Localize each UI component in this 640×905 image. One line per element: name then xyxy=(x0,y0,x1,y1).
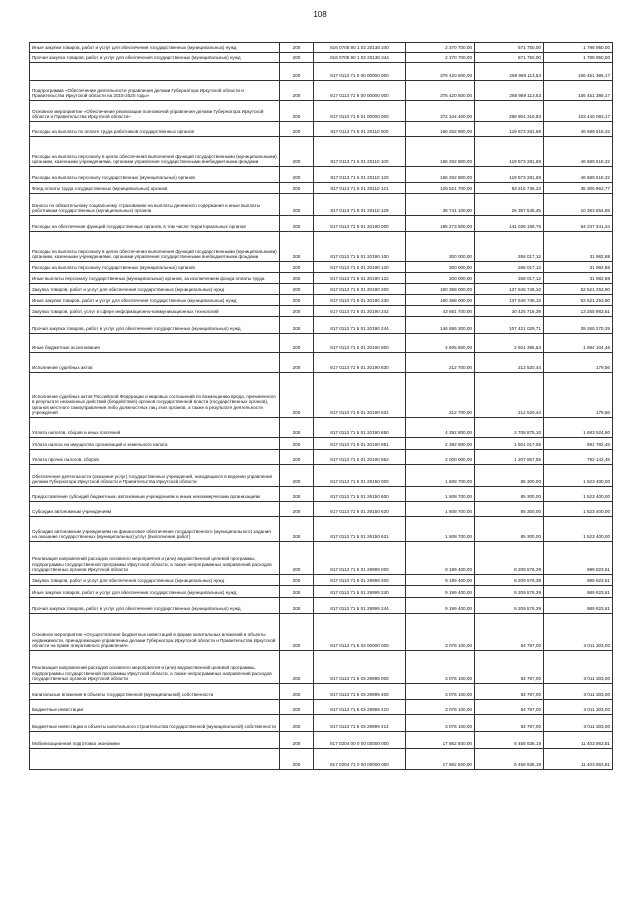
row-approved-amount: 2 000 000,00 xyxy=(406,450,475,465)
row-executed-amount: 268 017,12 xyxy=(475,262,544,273)
row-remaining-amount: 3 011 303,00 xyxy=(544,700,613,715)
row-approved-amount: 129 521 700,00 xyxy=(406,183,475,194)
row-budget-code: 817 0113 71 5 01 00000 000 xyxy=(314,101,406,122)
row-admin-code: 200 xyxy=(280,542,314,575)
row-executed-amount: 268 017,12 xyxy=(475,232,544,262)
table-row xyxy=(30,502,613,517)
row-executed-amount: 85 300,00 xyxy=(475,465,544,487)
row-description: Реализация направлений расходов основного мероприятия и (или) ведомственной целевой программы, подпрограммы государственной программы Иркутской области, а также непрограммных направлений расходов государственных органов Иркутской области xyxy=(30,542,280,575)
table-row xyxy=(30,598,613,614)
table-row xyxy=(30,586,613,598)
row-budget-code: 817 0113 71 5 01 29999 240 xyxy=(314,586,406,598)
row-remaining-amount: 1 523 400,00 xyxy=(544,465,613,487)
row-budget-code: 817 0113 71 5 01 20190 850 xyxy=(314,418,406,438)
row-executed-amount: 85 300,00 xyxy=(475,517,544,542)
row-admin-code: 200 xyxy=(280,216,314,232)
row-budget-code: 817 0113 71 5 01 20110 100 xyxy=(314,137,406,167)
row-approved-amount: 3 076 100,00 xyxy=(406,614,475,651)
row-budget-code: 817 0113 71 5 01 20190 852 xyxy=(314,450,406,465)
row-executed-amount: 119 573 281,68 xyxy=(475,167,544,183)
row-approved-amount: 9 199 400,00 xyxy=(406,586,475,598)
row-description: Субсидии автономным учреждениям xyxy=(30,502,280,517)
row-description: Исполнение судебных актов xyxy=(30,353,280,373)
table-row xyxy=(30,216,613,232)
row-approved-amount: 300 000,00 xyxy=(406,273,475,284)
row-remaining-amount: 1 798 950,00 xyxy=(544,43,613,53)
table-row xyxy=(30,651,613,684)
row-executed-amount: 2 921 395,54 xyxy=(475,334,544,353)
table-row xyxy=(30,295,613,306)
row-remaining-amount: 989 823,61 xyxy=(544,542,613,575)
row-description: Расходы на выплаты персоналу в целях обеспечения выполнения функций государственными (муниципальными) органами, казенными учреждениями, органами управления государственными внебюджетными фондами xyxy=(30,232,280,262)
row-remaining-amount: 31 982,88 xyxy=(544,232,613,262)
table-row xyxy=(30,517,613,542)
row-approved-amount: 4 392 800,00 xyxy=(406,418,475,438)
row-admin-code: 200 xyxy=(280,262,314,273)
table-row xyxy=(30,715,613,732)
row-remaining-amount: 989 823,61 xyxy=(544,586,613,598)
table-row xyxy=(30,732,613,749)
row-approved-amount: 3 076 100,00 xyxy=(406,651,475,684)
row-admin-code: 200 xyxy=(280,598,314,614)
row-budget-code: 817 0113 71 5 03 00000 000 xyxy=(314,614,406,651)
row-executed-amount: 137 846 746,10 xyxy=(475,284,544,295)
row-executed-amount: 8 209 576,39 xyxy=(475,586,544,598)
row-remaining-amount: 792 142,45 xyxy=(544,450,613,465)
row-remaining-amount: 46 689 518,32 xyxy=(544,167,613,183)
row-description: Иные выплаты персоналу государственных (муниципальных) органов, за исключением фонда оплаты труда xyxy=(30,273,280,284)
row-admin-code: 200 xyxy=(280,715,314,732)
row-executed-amount: 268 969 113,63 xyxy=(475,81,544,101)
row-description: Основное мероприятие «Обеспечение реализации полномочий управления делами Губернатора Иркутской области и Правительства Иркутской области» xyxy=(30,101,280,122)
row-admin-code: 200 xyxy=(280,487,314,502)
row-approved-amount: 146 686 300,00 xyxy=(406,317,475,334)
row-description xyxy=(30,63,280,81)
row-approved-amount: 9 199 400,00 xyxy=(406,575,475,586)
row-executed-amount: 8 209 576,39 xyxy=(475,575,544,586)
row-remaining-amount: 1 523 400,00 xyxy=(544,487,613,502)
row-executed-amount: 93 215 736,23 xyxy=(475,183,544,194)
table-row xyxy=(30,43,613,53)
table-row xyxy=(30,700,613,715)
row-executed-amount: 6 458 636,19 xyxy=(475,749,544,770)
row-description: Иные закупки товаров, работ и услуг для обеспечения государственных (муниципальных) нужд xyxy=(30,586,280,598)
row-approved-amount: 166 262 800,00 xyxy=(406,122,475,137)
row-executed-amount: 64 797,00 xyxy=(475,700,544,715)
table-row xyxy=(30,101,613,122)
row-remaining-amount: 3 011 303,00 xyxy=(544,651,613,684)
table-row xyxy=(30,183,613,194)
table-row xyxy=(30,122,613,137)
row-remaining-amount: 54 237 341,24 xyxy=(544,216,613,232)
row-approved-amount: 36 741 100,00 xyxy=(406,194,475,216)
row-description: Прочая закупка товаров, работ и услуг для обеспечения государственных (муниципальных) нужд xyxy=(30,598,280,614)
row-admin-code: 200 xyxy=(280,194,314,216)
row-approved-amount: 1 608 700,00 xyxy=(406,502,475,517)
row-budget-code: 817 0113 71 5 01 20190 800 xyxy=(314,334,406,353)
row-approved-amount: 9 199 400,00 xyxy=(406,598,475,614)
row-executed-amount: 137 846 746,10 xyxy=(475,295,544,306)
row-description: Подпрограмма «Обеспечение деятельности управления делами Губернатора Иркутской области и Правительства Иркутской области на 2015-2020 годы» xyxy=(30,81,280,101)
row-approved-amount: 17 862 500,00 xyxy=(406,732,475,749)
row-admin-code: 200 xyxy=(280,43,314,53)
table-row xyxy=(30,53,613,63)
row-description: Расходы на обеспечение функций государственных органов, в том числе территориальных органов xyxy=(30,216,280,232)
row-description: Закупка товаров, работ, услуг в сфере информационно-коммуникационных технологий xyxy=(30,306,280,317)
row-executed-amount: 212 520,44 xyxy=(475,373,544,418)
table-row xyxy=(30,137,613,167)
row-admin-code: 200 xyxy=(280,586,314,598)
table-row xyxy=(30,684,613,700)
row-budget-code: 817 0113 71 5 01 20190 851 xyxy=(314,438,406,450)
row-budget-code: 817 0113 71 5 01 29150 621 xyxy=(314,517,406,542)
row-remaining-amount: 1 523 400,00 xyxy=(544,517,613,542)
table-row xyxy=(30,353,613,373)
table-row xyxy=(30,575,613,586)
row-admin-code: 200 xyxy=(280,651,314,684)
row-description: Бюджетные инвестиции в объекты капитального строительства государственной (муниципальной) собственности xyxy=(30,715,280,732)
row-description: Обеспечение деятельности (оказание услуг) государственных учреждений, находящихся в ведении управления делами Губернатора Иркутской области и Правительства Иркутской области xyxy=(30,465,280,487)
row-remaining-amount: 106 451 386,17 xyxy=(544,81,613,101)
row-remaining-amount: 106 451 386,17 xyxy=(544,63,613,81)
row-budget-code: 817 0113 71 5 01 20190 240 xyxy=(314,295,406,306)
row-budget-code: 817 0113 71 5 01 29999 200 xyxy=(314,575,406,586)
row-approved-amount: 3 076 100,00 xyxy=(406,715,475,732)
row-description: Расходы на выплаты персоналу государственных (муниципальных) органов xyxy=(30,262,280,273)
row-executed-amount: 268 017,12 xyxy=(475,273,544,284)
table-row xyxy=(30,306,613,317)
row-remaining-amount: 46 689 518,32 xyxy=(544,122,613,137)
row-description: Предоставление субсидий бюджетным, автономным учреждениям и иным некоммерческим организациям xyxy=(30,487,280,502)
row-executed-amount: 64 797,00 xyxy=(475,614,544,651)
table-row xyxy=(30,418,613,438)
table-row xyxy=(30,373,613,418)
row-budget-code: 817 0113 71 5 01 20190 242 xyxy=(314,306,406,317)
row-budget-code: 817 0113 71 5 03 29999 410 xyxy=(314,700,406,715)
row-budget-code: 817 0113 71 5 01 29150 000 xyxy=(314,465,406,487)
row-executed-amount: 571 750,00 xyxy=(475,53,544,63)
row-description: Основное мероприятие «Осуществление бюджетных инвестиций в форме капитальных вложений в объекты недвижимости, принадлежащие управлению делами Губернатора Иркутской области и Правительства Иркутской области на праве оперативного управления» xyxy=(30,614,280,651)
table-row xyxy=(30,194,613,216)
row-budget-code: 817 0113 71 5 01 20110 129 xyxy=(314,194,406,216)
row-remaining-amount: 3 011 303,00 xyxy=(544,715,613,732)
row-admin-code: 200 xyxy=(280,101,314,122)
row-admin-code: 200 xyxy=(280,465,314,487)
row-approved-amount: 3 076 100,00 xyxy=(406,684,475,700)
row-admin-code: 200 xyxy=(280,334,314,353)
row-description: Бюджетные инвестиции xyxy=(30,700,280,715)
row-budget-code: 817 0113 71 5 01 20190 200 xyxy=(314,284,406,295)
table-row xyxy=(30,167,613,183)
row-remaining-amount: 179,56 xyxy=(544,353,613,373)
budget-table xyxy=(29,42,613,770)
row-approved-amount: 166 262 800,00 xyxy=(406,137,475,167)
row-executed-amount: 64 797,00 xyxy=(475,651,544,684)
row-admin-code: 200 xyxy=(280,373,314,418)
row-executed-amount: 268 969 113,63 xyxy=(475,63,544,81)
row-admin-code: 200 xyxy=(280,700,314,715)
row-admin-code: 200 xyxy=(280,438,314,450)
row-budget-code: 817 0113 71 5 01 29999 000 xyxy=(314,542,406,575)
row-description: Уплата налога на имущество организаций и земельного налога xyxy=(30,438,280,450)
table-row xyxy=(30,749,613,770)
row-description: Фонд оплаты труда государственных (муниципальных) органов xyxy=(30,183,280,194)
row-approved-amount: 2 392 800,00 xyxy=(406,438,475,450)
row-approved-amount: 195 273 500,00 xyxy=(406,216,475,232)
table-row xyxy=(30,450,613,465)
row-remaining-amount: 31 982,88 xyxy=(544,262,613,273)
row-description: Расходы на выплаты по оплате труда работников государственных органов xyxy=(30,122,280,137)
table-row xyxy=(30,262,613,273)
row-admin-code: 200 xyxy=(280,353,314,373)
row-approved-amount: 300 000,00 xyxy=(406,262,475,273)
row-budget-code: 817 0113 71 5 01 20190 830 xyxy=(314,353,406,373)
row-admin-code: 200 xyxy=(280,502,314,517)
row-approved-amount: 375 420 500,00 xyxy=(406,81,475,101)
row-approved-amount: 300 000,00 xyxy=(406,232,475,262)
row-approved-amount: 9 199 400,00 xyxy=(406,542,475,575)
row-approved-amount: 212 700,00 xyxy=(406,353,475,373)
row-approved-amount: 1 608 700,00 xyxy=(406,465,475,487)
row-remaining-amount: 1 798 950,00 xyxy=(544,53,613,63)
row-description: Расходы на выплаты персоналу в целях обеспечения выполнения функций государственными (муниципальными) органами, казенными учреждениями, органами управления государственными внебюджетными фондами xyxy=(30,137,280,167)
row-executed-amount: 119 573 281,68 xyxy=(475,137,544,167)
row-remaining-amount: 989 823,61 xyxy=(544,598,613,614)
row-remaining-amount: 31 982,88 xyxy=(544,273,613,284)
row-budget-code: 817 0113 71 5 01 20190 000 xyxy=(314,216,406,232)
row-admin-code: 200 xyxy=(280,273,314,284)
row-admin-code: 200 xyxy=(280,732,314,749)
row-remaining-amount: 11 403 863,81 xyxy=(544,732,613,749)
row-remaining-amount: 36 305 963,77 xyxy=(544,183,613,194)
row-budget-code: 817 0113 71 0 00 00000 000 xyxy=(314,63,406,81)
row-admin-code: 200 xyxy=(280,684,314,700)
row-remaining-amount: 52 521 253,90 xyxy=(544,295,613,306)
table-row xyxy=(30,284,613,295)
row-executed-amount: 268 904 316,83 xyxy=(475,101,544,122)
row-admin-code: 200 xyxy=(280,418,314,438)
row-remaining-amount: 11 403 863,81 xyxy=(544,749,613,770)
row-approved-amount: 375 420 500,00 xyxy=(406,63,475,81)
row-approved-amount: 4 605 500,00 xyxy=(406,334,475,353)
table-row xyxy=(30,317,613,334)
row-executed-amount: 26 357 545,45 xyxy=(475,194,544,216)
table-row xyxy=(30,232,613,262)
row-admin-code: 200 xyxy=(280,284,314,295)
row-budget-code: 817 0113 71 5 03 29999 400 xyxy=(314,684,406,700)
row-approved-amount: 1 608 700,00 xyxy=(406,517,475,542)
row-budget-code: 817 0113 71 5 03 29999 414 xyxy=(314,715,406,732)
row-admin-code: 200 xyxy=(280,63,314,81)
row-admin-code: 200 xyxy=(280,295,314,306)
row-description: Исполнение судебных актов Российской Федерации и мировых соглашений по возмещению вреда, причиненного в результате незаконных действий (бездействия) органов государственной власти (государственных органов), органов местного самоуправления либо должностных лиц этих органов, а также в результате деятельности учреждений xyxy=(30,373,280,418)
row-budget-code: 817 0113 71 5 01 29999 244 xyxy=(314,598,406,614)
row-approved-amount: 166 262 800,00 xyxy=(406,167,475,183)
row-budget-code: 817 0113 71 5 01 20110 121 xyxy=(314,183,406,194)
row-executed-amount: 119 573 281,68 xyxy=(475,122,544,137)
row-approved-amount: 190 368 000,00 xyxy=(406,284,475,295)
row-description: Уплата прочих налогов, сборов xyxy=(30,450,280,465)
row-description: Прочая закупка товаров, работ и услуг для обеспечения государственных (муниципальных) нужд xyxy=(30,317,280,334)
row-remaining-amount: 52 521 253,90 xyxy=(544,284,613,295)
row-approved-amount: 43 681 700,00 xyxy=(406,306,475,317)
row-description: Иные закупки товаров, работ и услуг для обеспечения государственных (муниципальных) нужд xyxy=(30,295,280,306)
row-admin-code: 200 xyxy=(280,614,314,651)
row-remaining-amount: 3 011 303,00 xyxy=(544,684,613,700)
row-description xyxy=(30,749,280,770)
row-description: Иные бюджетные ассигнования xyxy=(30,334,280,353)
row-remaining-amount: 891 782,45 xyxy=(544,438,613,450)
row-executed-amount: 1 501 017,55 xyxy=(475,438,544,450)
row-admin-code: 200 xyxy=(280,450,314,465)
row-description: Расходы на выплаты персоналу государственных (муниципальных) органов xyxy=(30,167,280,183)
row-admin-code: 200 xyxy=(280,81,314,101)
row-description: Уплата налогов, сборов и иных платежей xyxy=(30,418,280,438)
row-admin-code: 200 xyxy=(280,306,314,317)
row-remaining-amount: 10 383 554,55 xyxy=(544,194,613,216)
row-remaining-amount: 1 523 400,00 xyxy=(544,502,613,517)
row-remaining-amount: 39 265 270,29 xyxy=(544,317,613,334)
page-number: 108 xyxy=(313,10,327,19)
row-budget-code: 817 0113 71 5 01 20190 100 xyxy=(314,232,406,262)
row-remaining-amount: 1 683 924,90 xyxy=(544,418,613,438)
row-remaining-amount: 103 440 083,17 xyxy=(544,101,613,122)
row-remaining-amount: 179,56 xyxy=(544,373,613,418)
row-budget-code: 817 0113 71 5 01 20110 000 xyxy=(314,122,406,137)
row-budget-code: 817 0113 71 5 01 29150 600 xyxy=(314,487,406,502)
row-admin-code: 200 xyxy=(280,122,314,137)
table-row xyxy=(30,81,613,101)
row-executed-amount: 6 458 636,19 xyxy=(475,732,544,749)
row-admin-code: 200 xyxy=(280,575,314,586)
row-budget-code: 817 0113 71 5 00 00000 000 xyxy=(314,81,406,101)
row-budget-code: 817 0204 71 0 00 00000 000 xyxy=(314,749,406,770)
row-approved-amount: 3 076 100,00 xyxy=(406,700,475,715)
row-remaining-amount: 3 011 303,00 xyxy=(544,614,613,651)
row-description: Реализация направлений расходов основного мероприятия и (или) ведомственной целевой программы, подпрограммы государственной программы Иркутской области, а также непрограммных направлений расходов государственных органов Иркутской области xyxy=(30,651,280,684)
row-admin-code: 200 xyxy=(280,517,314,542)
row-description: Мобилизационная подготовка экономики xyxy=(30,732,280,749)
row-approved-amount: 2 370 700,00 xyxy=(406,43,475,53)
table-row xyxy=(30,63,613,81)
row-description: Капитальные вложения в объекты государственной (муниципальной) собственности xyxy=(30,684,280,700)
row-approved-amount: 1 608 700,00 xyxy=(406,487,475,502)
row-budget-code: 817 0113 71 5 03 29999 000 xyxy=(314,651,406,684)
row-budget-code: 817 0113 71 5 01 20190 120 xyxy=(314,262,406,273)
row-admin-code: 200 xyxy=(280,317,314,334)
row-description: Закупка товаров, работ и услуг для обеспечения государственных (муниципальных) нужд xyxy=(30,575,280,586)
row-admin-code: 200 xyxy=(280,167,314,183)
row-approved-amount: 2 370 700,00 xyxy=(406,53,475,63)
row-description: Прочая закупка товаров, работ и услуг для обеспечения государственных (муниципальных) нужд xyxy=(30,53,280,63)
row-admin-code: 200 xyxy=(280,183,314,194)
row-executed-amount: 85 300,00 xyxy=(475,487,544,502)
row-executed-amount: 571 750,00 xyxy=(475,43,544,53)
row-executed-amount: 64 797,00 xyxy=(475,684,544,700)
row-admin-code: 200 xyxy=(280,232,314,262)
row-admin-code: 200 xyxy=(280,53,314,63)
row-executed-amount: 8 209 576,39 xyxy=(475,542,544,575)
row-budget-code: 817 0113 71 5 01 20190 244 xyxy=(314,317,406,334)
row-admin-code: 200 xyxy=(280,749,314,770)
row-remaining-amount: 13 255 983,61 xyxy=(544,306,613,317)
row-executed-amount: 30 425 716,39 xyxy=(475,306,544,317)
row-budget-code: 816 0705 90 1 02 20130 240 xyxy=(314,43,406,53)
row-approved-amount: 372 344 400,00 xyxy=(406,101,475,122)
row-executed-amount: 141 036 158,76 xyxy=(475,216,544,232)
table-row xyxy=(30,273,613,284)
row-description: Взносы по обязательному социальному страхованию на выплаты денежного содержания и иные выплаты работникам государственных (муниципальных) органов xyxy=(30,194,280,216)
row-remaining-amount: 1 684 104,46 xyxy=(544,334,613,353)
row-admin-code: 200 xyxy=(280,137,314,167)
row-budget-code: 817 0113 71 5 01 29150 620 xyxy=(314,502,406,517)
table-row xyxy=(30,438,613,450)
row-executed-amount: 8 209 576,39 xyxy=(475,598,544,614)
table-row xyxy=(30,614,613,651)
table-row xyxy=(30,334,613,353)
row-executed-amount: 85 300,00 xyxy=(475,502,544,517)
row-executed-amount: 64 797,00 xyxy=(475,715,544,732)
row-executed-amount: 1 207 857,55 xyxy=(475,450,544,465)
row-description: Иные закупки товаров, работ и услуг для обеспечения государственных (муниципальных) нужд xyxy=(30,43,280,53)
row-approved-amount: 17 862 500,00 xyxy=(406,749,475,770)
row-approved-amount: 190 368 000,00 xyxy=(406,295,475,306)
row-description: Закупка товаров, работ и услуг для обеспечения государственных (муниципальных) нужд xyxy=(30,284,280,295)
row-approved-amount: 212 700,00 xyxy=(406,373,475,418)
row-executed-amount: 2 708 875,10 xyxy=(475,418,544,438)
row-budget-code: 817 0204 00 0 00 00000 000 xyxy=(314,732,406,749)
row-budget-code: 817 0113 71 5 01 20190 122 xyxy=(314,273,406,284)
row-remaining-amount: 46 689 518,32 xyxy=(544,137,613,167)
row-budget-code: 817 0113 71 5 01 20110 120 xyxy=(314,167,406,183)
row-budget-code: 816 0705 90 1 02 20130 244 xyxy=(314,53,406,63)
row-description: Субсидии автономным учреждениям на финансовое обеспечение государственного (муниципального) задания на оказание государственных (муниципальных) услуг (выполнение работ) xyxy=(30,517,280,542)
table-row xyxy=(30,542,613,575)
row-executed-amount: 212 520,44 xyxy=(475,353,544,373)
row-budget-code: 817 0113 71 5 01 20190 831 xyxy=(314,373,406,418)
row-executed-amount: 107 421 029,71 xyxy=(475,317,544,334)
table-row xyxy=(30,487,613,502)
row-remaining-amount: 989 823,61 xyxy=(544,575,613,586)
table-row xyxy=(30,465,613,487)
